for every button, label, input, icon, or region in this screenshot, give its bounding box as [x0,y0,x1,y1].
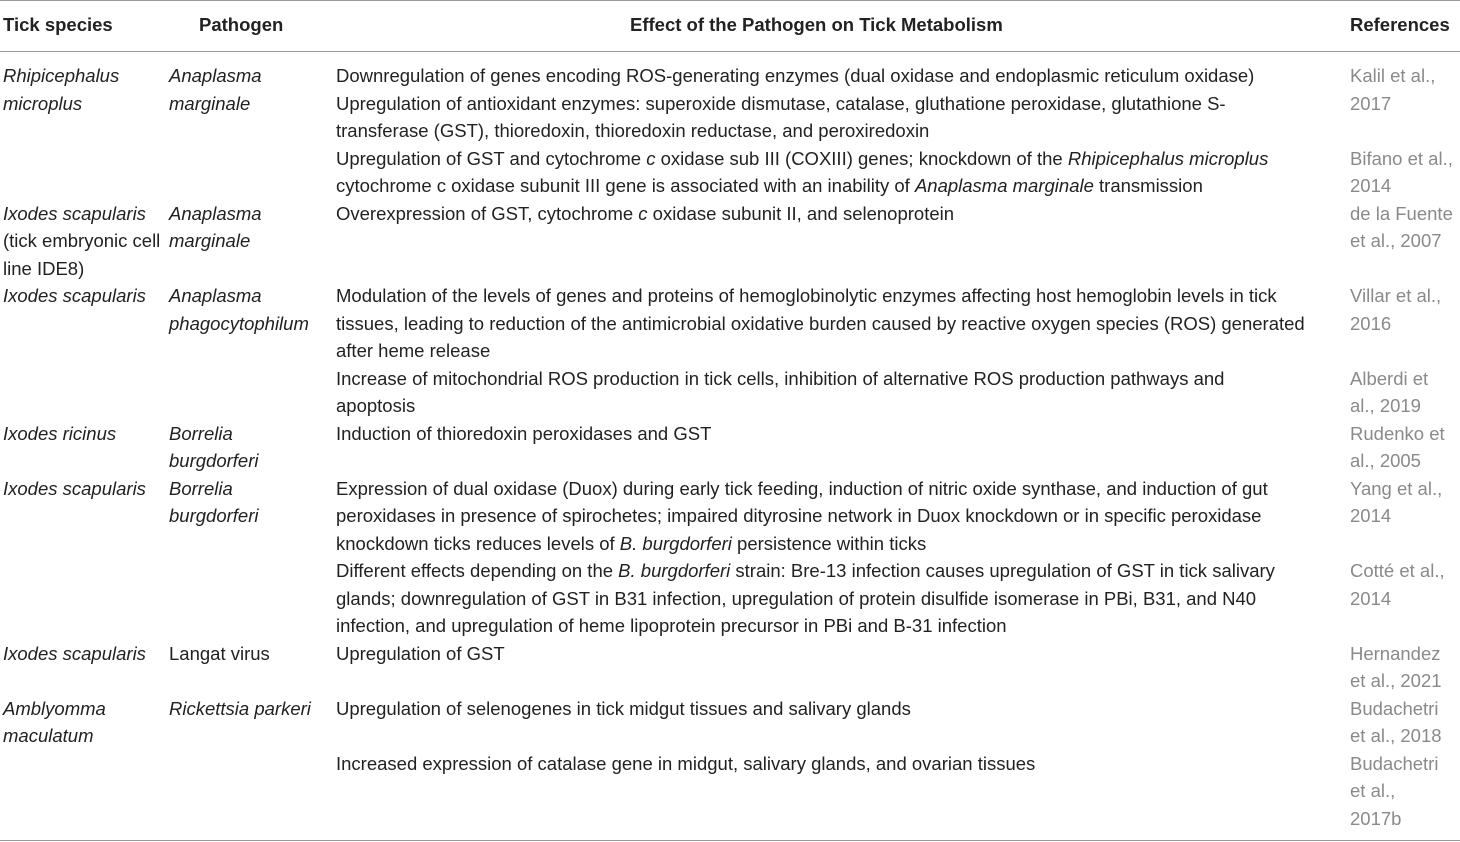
effect-cell: Induction of thioredoxin peroxidases and GST [336,422,712,444]
species-cell: Ixodes scapularis [3,477,146,499]
header-references: References [1350,14,1450,35]
header-effect: Effect of the Pathogen on Tick Metabolism [630,14,1003,35]
species-cell: Ixodes scapularis (tick embryonic cell line IDE8) [3,202,161,279]
effect-cell: Expression of dual oxidase (Duox) during early tick feeding, induction of nitric oxide synthase, and induction of gut peroxidases in presence of spirochetes; impaired dityrosine network in Duox knockdown or in specific peroxidase knockdown ticks reduces levels of B. burgdorferi persistence within ticks [336,477,1268,554]
effect-cell: Upregulation of antioxidant enzymes: superoxide dismutase, catalase, gluthatione peroxidase, glutathione S-transferase (GST), thioredoxin, thioredoxin reductase, and peroxiredoxin [336,92,1226,141]
header-tick-species: Tick species [3,14,113,35]
reference-cell: Kalil et al., 2017 [1350,65,1436,114]
pathogen-cell: Anaplasma phagocytophilum [169,285,309,334]
reference-cell: Budachetri et al., 2018 [1350,697,1442,746]
species-cell: Ixodes ricinus [3,422,117,444]
reference-cell: Alberdi et al., 2019 [1350,367,1429,416]
effect-cell: Downregulation of genes encoding ROS-generating enzymes (dual oxidase and endoplasmic reticulum oxidase) [336,65,1255,86]
header-rule [0,51,1460,52]
reference-cell: Budachetri et al., 2017b [1350,752,1439,829]
reference-cell: Rudenko et al., 2005 [1350,422,1445,471]
reference-cell: Bifano et al., 2014 [1350,147,1453,196]
reference-cell: Villar et al., 2016 [1350,285,1442,334]
effect-cell: Different effects depending on the B. burgdorferi strain: Bre-13 infection causes upregulation of GST in tick salivary glands; downregulation of GST in B31 infection, upregulation of protein disulfide isomerase in PBi, B31, and N40 infection, and upregulation of heme lipoprotein precursor in PBi and B-31 infection [336,560,1275,636]
table-top-rule [0,0,1460,1]
species-cell: Amblyomma maculatum [3,697,106,746]
species-cell: Rhipicephalus microplus [3,65,120,114]
pathogen-cell: Anaplasma marginale [169,202,262,251]
effect-cell: Modulation of the levels of genes and proteins of hemoglobinolytic enzymes affecting host hemoglobin levels in tick tissues, leading to reduction of the antimicrobial oxidative burden caused by reactive oxygen species (ROS) generated after heme release [336,285,1305,361]
table-bottom-rule [0,840,1460,841]
pathogen-cell: Langat virus [169,642,270,664]
pathogen-cell: Borrelia burgdorferi [169,477,259,526]
reference-cell: Cotté et al., 2014 [1350,560,1445,609]
effect-cell: Upregulation of selenogenes in tick midgut tissues and salivary glands [336,697,911,719]
effect-cell: Overexpression of GST, cytochrome c oxidase subunit II, and selenoprotein [336,202,955,224]
effect-cell: Upregulation of GST and cytochrome c oxidase sub III (COXIII) genes; knockdown of the Rhipicephalus microplus cytochrome c oxidase subunit III gene is associated with an inability of Anaplasma marginale transmission [336,147,1269,196]
pathogen-cell: Borrelia burgdorferi [169,422,259,471]
effect-cell: Upregulation of GST [336,642,505,664]
effect-cell: Increase of mitochondrial ROS production in tick cells, inhibition of alternative ROS production pathways and apoptosis [336,367,1225,416]
pathogen-cell: Rickettsia parkeri [169,697,311,719]
pathogen-cell: Anaplasma marginale [169,65,262,114]
reference-cell: de la Fuente et al., 2007 [1350,202,1453,251]
species-cell: Ixodes scapularis [3,642,146,664]
species-cell: Ixodes scapularis [3,285,146,306]
header-pathogen: Pathogen [199,14,284,35]
reference-cell: Yang et al., 2014 [1350,477,1443,526]
reference-cell: Hernandez et al., 2021 [1350,642,1442,691]
effect-cell: Increased expression of catalase gene in midgut, salivary glands, and ovarian tissues [336,752,1036,774]
